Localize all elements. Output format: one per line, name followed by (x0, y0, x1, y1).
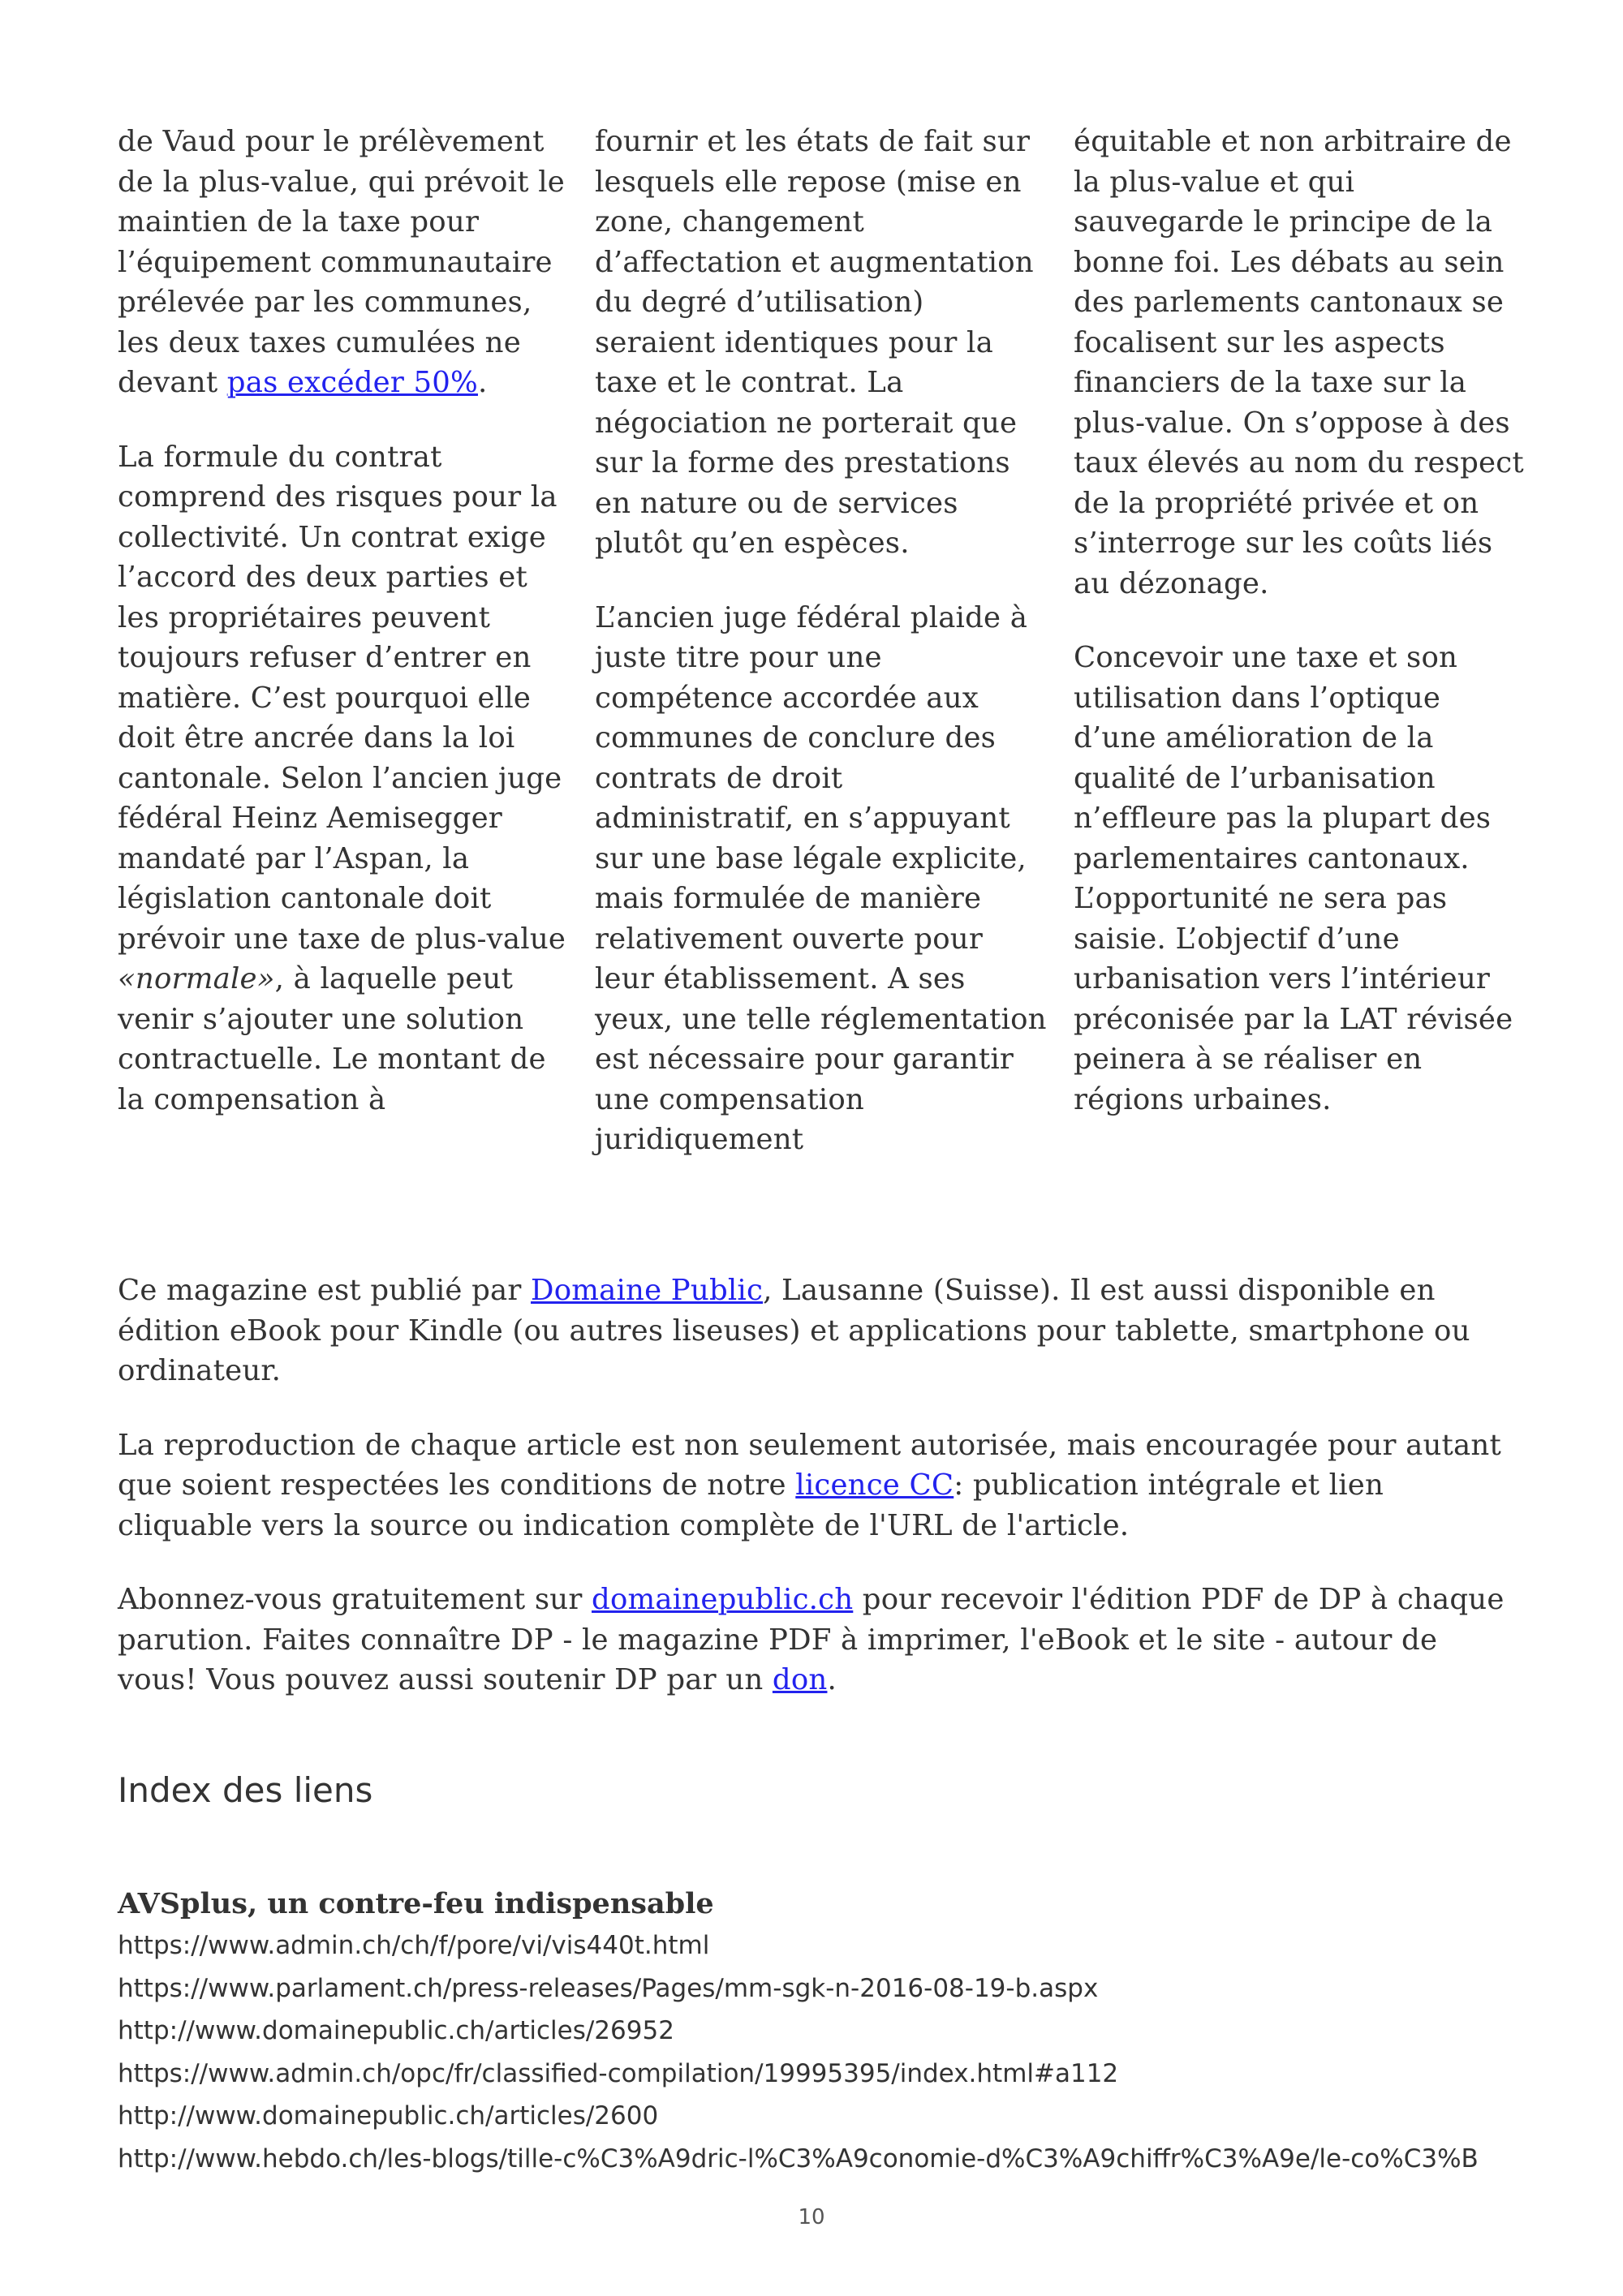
paragraph: La formule du contrat comprend des risques pour la collectivité. Un contrat exige l’accord des deux parties et les propriétaires peuvent toujours refuser d’entrer en matière. C’est pourquoi elle doit être ancrée dans la loi cantonale. Selon l’ancien juge fédéral Heinz Aemisegger mandaté par l’Aspan, la législation cantonale doit prévoir une taxe de plus-value «normale», à laquelle peut venir s’ajouter une solution contractuelle. Le montant de la compensation à (118, 440, 566, 1116)
index-article-title: AVSplus, un contre-feu indispensable (118, 1887, 714, 1920)
url-item: http://www.hebdo.ch/les-blogs/tille-c%C3%A9dric-l%C3%A9conomie-d%C3%A9chiffr%C3%A9e/le-co%C3%B (118, 2143, 1479, 2173)
link-index (118, 1884, 1513, 2180)
article-column-3 (1074, 122, 1528, 1154)
paragraph: L’ancien juge fédéral plaide à juste titre pour une compétence accordée aux communes de conclure des contrats de droit administratif, en s’appuyant sur une base légale explicite, mais formulée de manière relativement ouverte pour leur établissement. A ses yeux, une telle réglementation est nécessaire pour garantir une compensation juridiquement (595, 600, 1047, 1156)
index-title: Index des liens (118, 1770, 373, 1810)
link-don[interactable]: don (772, 1663, 828, 1696)
paragraph: de Vaud pour le prélèvement de la plus-value, qui prévoit le maintien de la taxe pour l’équipement communautaire prélevée par les communes, les deux taxes cumulées ne devant pas excéder 50%. (118, 125, 566, 399)
url-item: http://www.domainepublic.ch/articles/26952 (118, 2016, 674, 2045)
paragraph: équitable et non arbitraire de la plus-value et qui sauvegarde le principe de la bonne foi. Les débats au sein des parlements cantonaux se focalisent sur les aspects financiers de la taxe sur la plus-value. On s’oppose à des taux élevés au nom du respect de la propriété privée et on s’interroge sur les coûts liés au dézonage. (1074, 125, 1524, 600)
paragraph: fournir et les états de fait sur lesquels elle repose (mise en zone, changement d’affectation et augmentation du degré d’utilisation) seraient identiques pour la taxe et le contrat. La négociation ne porterait que sur la forme des prestations en nature ou de services plutôt qu’en espèces. (595, 125, 1034, 560)
colophon-publisher: Ce magazine est publié par Domaine Public, Lausanne (Suisse). Il est aussi disponible en édition eBook pour Kindle (ou autres liseuses) et applications pour tablette, smartphone ou ordinateur. (118, 1274, 1470, 1387)
colophon (118, 1271, 1513, 1735)
page-number: 10 (798, 2205, 825, 2229)
link-domaine-public[interactable]: Domaine Public (531, 1274, 764, 1307)
colophon-subscribe: Abonnez-vous gratuitement sur domainepublic.ch pour recevoir l'édition PDF de DP à chaque parution. Faites connaître DP - le magazine PDF à imprimer, l'eBook et le site - autour de vous! Vous pouvez aussi soutenir DP par un don. (118, 1583, 1505, 1696)
url-item: https://www.admin.ch/ch/f/pore/vi/vis440t.html (118, 1931, 710, 1960)
url-item: https://www.admin.ch/opc/fr/classified-compilation/19995395/index.html#a112 (118, 2058, 1119, 2088)
url-item: http://www.domainepublic.ch/articles/2600 (118, 2101, 659, 2130)
colophon-license: La reproduction de chaque article est non seulement autorisée, mais encouragée pour autant que soient respectées les conditions de notre licence CC: publication intégrale et lien cliquable vers la source ou indication complète de l'URL de l'article. (118, 1428, 1501, 1542)
article-column-1 (118, 122, 572, 1154)
article-column-2 (595, 122, 1049, 1194)
link-pas-exceder-50[interactable]: pas excéder 50% (226, 366, 478, 399)
url-list (118, 1924, 1513, 2180)
link-licence-cc[interactable]: licence CC (795, 1468, 954, 1502)
link-domainepublic-ch[interactable]: domainepublic.ch (592, 1583, 854, 1616)
paragraph: Concevoir une taxe et son utilisation dans l’optique d’une amélioration de la qualité de l’urbanisation n’effleure pas la plupart des parlementaires cantonaux. L’opportunité ne sera pas saisie. L’objectif d’une urbanisation vers l’intérieur préconisée par la LAT révisée peinera à se réaliser en régions urbaines. (1074, 641, 1513, 1116)
url-item: https://www.parlament.ch/press-releases/Pages/mm-sgk-n-2016-08-19-b.aspx (118, 1973, 1099, 2003)
italic-quote: «normale» (118, 962, 275, 995)
